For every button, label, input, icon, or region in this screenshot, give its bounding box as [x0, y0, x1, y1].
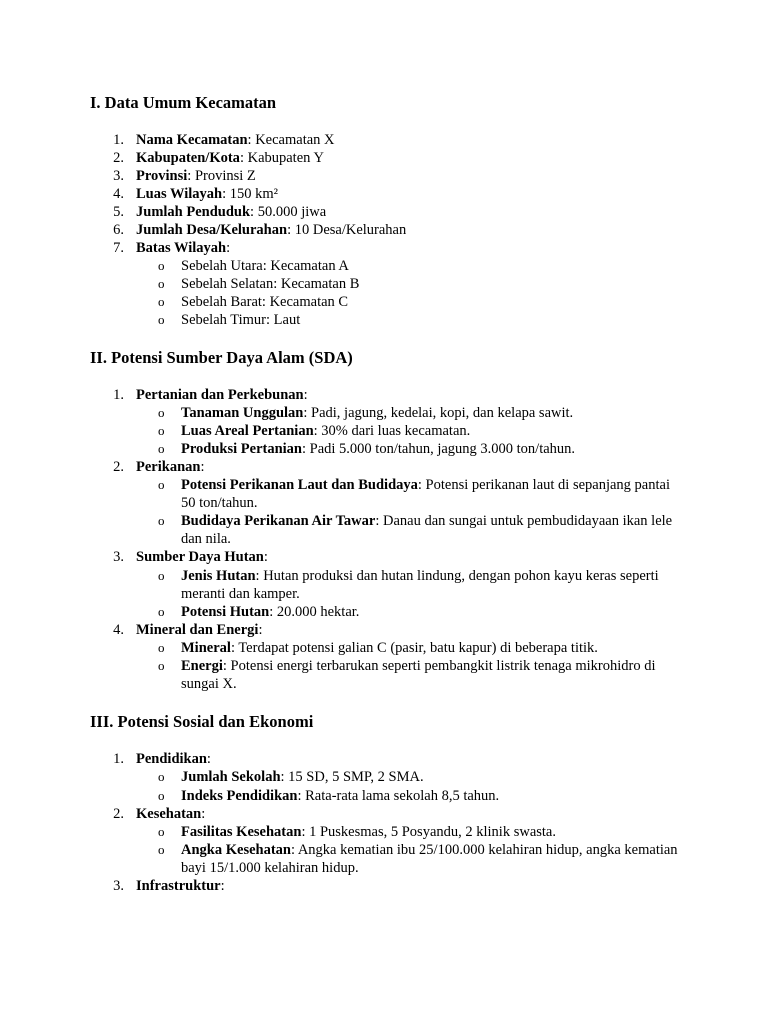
bullet-icon: o [158, 788, 165, 803]
bullet-icon: o [158, 640, 165, 655]
bullet-icon: o [158, 405, 165, 420]
section-1-title: I. Data Umum Kecamatan [90, 93, 277, 112]
bullet-icon: o [158, 568, 165, 583]
bullet-icon: o [158, 842, 165, 857]
bullet-icon: o [158, 294, 165, 309]
bullet-icon: o [158, 824, 165, 839]
bullet-icon: o [158, 477, 165, 492]
document-page: I. Data Umum Kecamatan 1. Nama Kecamatan: Kecamatan X 2. Kabupaten/Kota: Kabupaten Y 3. Provinsi: Provinsi Z 4. Luas Wilayah: 150 km² 5. Jumlah Penduduk: 50.000 jiwa 6. Jumlah Desa/Kelurahan: 10 Desa/Kelurahan 7. Batas Wilayah: o Sebelah Utara: Kecamatan A o Sebelah Selatan: Kecamatan B o Sebelah Barat: Kecamatan C o Sebelah Timur: Laut II. Potensi Sumber Daya Alam (SDA) 1. Pertanian dan Perkebunan: o Tanaman Unggulan: Padi, jagung, kedelai, kopi, dan kelapa sawit. o Luas Areal Pertanian: 30% dari luas kecamatan. o Produksi Pertanian: Padi 5.000 ton/tahun, jagung 3.000 ton/tahun. 2. Perikanan: o Potensi Perikanan Laut dan Budidaya: Potensi perikanan laut di sepanjang pantai 50 ton/tahun. o Budidaya Perikanan Air Tawar: Danau dan sungai untuk pembudidayaan ikan lele dan nila. 3. Sumber Daya Hutan: o Jenis Hutan: Hutan produksi dan hutan lindung, dengan pohon kayu keras seperti meranti dan kamper. o Potensi Hutan: 20.000 hektar. 4. Mineral dan Energi: o Mineral: Terdapat potensi galian C (pasir, batu kapur) di beberapa titik. o Energi: Potensi energi terbarukan seperti pembangkit listrik tenaga mikrohidro di sungai X. III. Potensi Sosial dan Ekonomi 1. Pendidikan: o Jumlah Sekolah: 15 SD, 5 SMP, 2 SMA. o Indeks Pendidikan: Rata-rata lama sekolah 8,5 tahun. 2. Kesehatan: o Fasilitas Kesehatan: 1 Puskesmas, 5 Posyandu, 2 klinik swasta. o Angka Kesehatan: Angka kematian ibu 25/100.000 kelahiran hidup, angka kematian bayi 15/1.000 kelahiran hidup. 3. Infrastruktur: [90, 93, 678, 894]
section-3-title: III. Potensi Sosial dan Ekonomi [90, 712, 314, 731]
section-2-title: II. Potensi Sumber Daya Alam (SDA) [90, 348, 353, 367]
bullet-icon: o [158, 604, 165, 619]
bullet-icon: o [158, 276, 165, 291]
bullet-icon: o [158, 513, 165, 528]
bullet-icon: o [158, 769, 165, 784]
bullet-icon: o [158, 258, 165, 273]
bullet-icon: o [158, 441, 165, 456]
bullet-icon: o [158, 312, 165, 327]
bullet-icon: o [158, 658, 165, 673]
bullet-icon: o [158, 423, 165, 438]
